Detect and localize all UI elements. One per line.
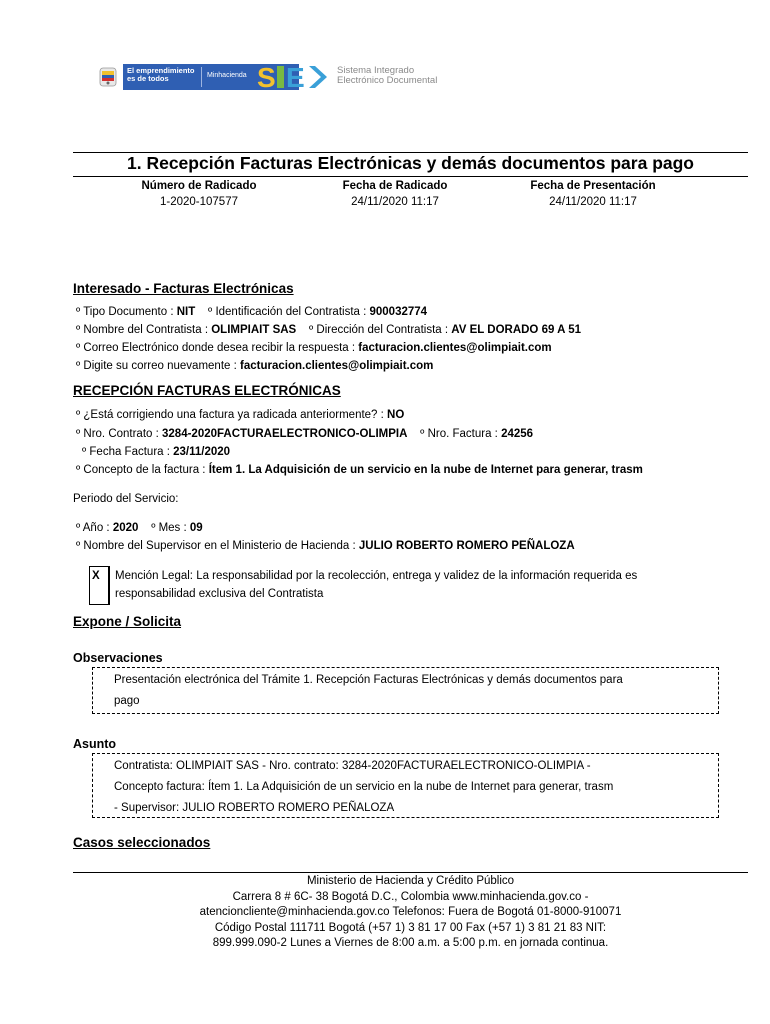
identificacion-label: º Identificación del Contratista : <box>208 306 370 318</box>
anio-value: 2020 <box>112 522 139 534</box>
footer <box>73 874 748 952</box>
corrigiendo-line <box>76 409 404 421</box>
identificacion-value: 900032774 <box>369 306 428 318</box>
radicado-label: Número de Radicado <box>141 180 257 192</box>
document-title: 1. Recepción Facturas Electrónicas y demás documentos para pago <box>127 153 694 173</box>
factura-value: 24256 <box>501 428 534 440</box>
correo-confirm-label: º Digite su correo nuevamente : <box>76 360 241 372</box>
interesado-title: Interesado - Facturas Electrónicas <box>73 281 294 296</box>
fecha-factura-line <box>82 446 230 458</box>
nombre-value: OLIMPIAIT SAS <box>211 324 297 336</box>
nombre-label: º Nombre del Contratista : <box>76 324 212 336</box>
supervisor-label: º Nombre del Supervisor en el Ministerio de Hacienda : <box>76 540 359 552</box>
asunto-line-3: - Supervisor: JULIO ROBERTO ROMERO PEÑALOZA <box>114 802 395 814</box>
nombre-line <box>76 324 581 336</box>
mes-label: º Mes : <box>151 522 190 534</box>
footer-line-4: Código Postal 111711 Bogotá (+57 1) 3 81 17 00 Fax (+57 1) 3 81 21 83 NIT: <box>214 921 607 934</box>
asunto-line-2: Concepto factura: Ítem 1. La Adquisición de un servicio en la nube de Internet para generar, trasm <box>114 781 614 793</box>
observaciones-box <box>92 667 719 714</box>
correo-confirm-value: facturacion.clientes@olimpiait.com <box>240 360 434 372</box>
concepto-label: º Concepto de la factura : <box>76 464 209 476</box>
anio-label: º Año : <box>76 522 113 534</box>
concepto-line <box>76 464 643 476</box>
factura-label: º Nro. Factura : <box>420 428 502 440</box>
svg-text:E: E <box>286 62 305 92</box>
fecha-presentacion-label: Fecha de Presentación <box>530 180 656 192</box>
expone-title: Expone / Solicita <box>73 614 182 629</box>
legal-check-mark: X <box>92 570 100 582</box>
correo-line <box>76 342 552 354</box>
svg-text:S: S <box>257 62 276 92</box>
concepto-value: Ítem 1. La Adquisición de un servicio en la nube de Internet para generar, trasm <box>208 464 643 476</box>
fecha-factura-value: 23/11/2020 <box>173 446 231 458</box>
sie-logo <box>255 62 335 92</box>
tipo-documento-label: º Tipo Documento : <box>76 306 177 318</box>
corrigiendo-label: º ¿Está corrigiendo una factura ya radicada anteriormente? : <box>76 409 388 421</box>
fecha-radicado-label: Fecha de Radicado <box>342 180 448 192</box>
observaciones-title: Observaciones <box>73 651 163 665</box>
legal-divider <box>109 566 110 605</box>
legal-mention-text: Mención Legal: La responsabilidad por la recolección, entrega y validez de la información requerida es responsabilidad exclusiva del Contratista <box>115 570 638 600</box>
supervisor-value: JULIO ROBERTO ROMERO PEÑALOZA <box>358 540 575 552</box>
direccion-value: AV EL DORADO 69 A 51 <box>451 324 581 336</box>
header-logos <box>97 64 437 92</box>
periodo-label: Periodo del Servicio: <box>73 493 179 505</box>
asunto-text <box>93 754 718 819</box>
fecha-presentacion-value: 24/11/2020 11:17 <box>549 196 637 208</box>
periodo-line <box>76 522 203 534</box>
colombia-coat-of-arms-icon <box>97 66 119 88</box>
gov-slogan: El emprendimiento es de todos <box>127 66 195 83</box>
asunto-line-1: Contratista: OLIMPIAIT SAS - Nro. contrato: 3284-2020FACTURAELECTRONICO-OLIMPIA - <box>114 760 591 772</box>
sie-subtitle <box>337 66 447 86</box>
fecha-factura-label: º Fecha Factura : <box>82 446 174 458</box>
mes-value: 09 <box>189 522 203 534</box>
sie-subtitle-line-1: Sistema Integrado <box>337 65 415 76</box>
direccion-label: º Dirección del Contratista : <box>309 324 452 336</box>
banner-divider <box>201 67 202 87</box>
tipo-documento-line <box>76 306 427 318</box>
radicado-value: 1-2020-107577 <box>159 196 238 208</box>
sie-subtitle-line-2: Electrónico Documental <box>337 75 438 86</box>
footer-line-3: atencioncliente@minhacienda.gov.co Telefonos: Fuera de Bogotá 01-8000-910071 <box>199 906 622 918</box>
tipo-documento-value: NIT <box>176 306 196 318</box>
corrigiendo-value: NO <box>387 409 405 421</box>
fecha-radicado-value: 24/11/2020 11:17 <box>351 196 439 208</box>
correo-value: facturacion.clientes@olimpiait.com <box>358 342 552 354</box>
observaciones-line-1: Presentación electrónica del Trámite 1. Recepción Facturas Electrónicas y demás documentos para <box>114 674 623 686</box>
correo-confirm-line <box>76 360 433 372</box>
footer-line-5: 899.999.090-2 Lunes a Viernes de 8:00 a.m. a 5:00 p.m. en jornada continua. <box>212 937 609 949</box>
footer-line-1: Ministerio de Hacienda y Crédito Público <box>306 875 515 887</box>
footer-rule <box>73 872 748 873</box>
asunto-box <box>92 753 719 818</box>
casos-title: Casos seleccionados <box>73 835 211 850</box>
contrato-value: 3284-2020FACTURAELECTRONICO-OLIMPIA <box>162 428 408 440</box>
asunto-title: Asunto <box>73 737 117 751</box>
footer-line-2: Carrera 8 # 6C- 38 Bogotá D.C., Colombia www.minhacienda.gov.co - <box>232 890 589 903</box>
contrato-line <box>76 428 533 440</box>
observaciones-line-2: pago <box>114 695 140 707</box>
recepcion-title: RECEPCIÓN FACTURAS ELECTRÓNICAS <box>73 383 341 398</box>
supervisor-line <box>76 540 575 552</box>
correo-label: º Correo Electrónico donde desea recibir la respuesta : <box>76 342 359 354</box>
observaciones-text <box>93 668 718 712</box>
title-bottom-rule <box>73 176 748 177</box>
contrato-label: º Nro. Contrato : <box>76 428 163 440</box>
ministry-short-name: Minhacienda <box>207 72 247 79</box>
